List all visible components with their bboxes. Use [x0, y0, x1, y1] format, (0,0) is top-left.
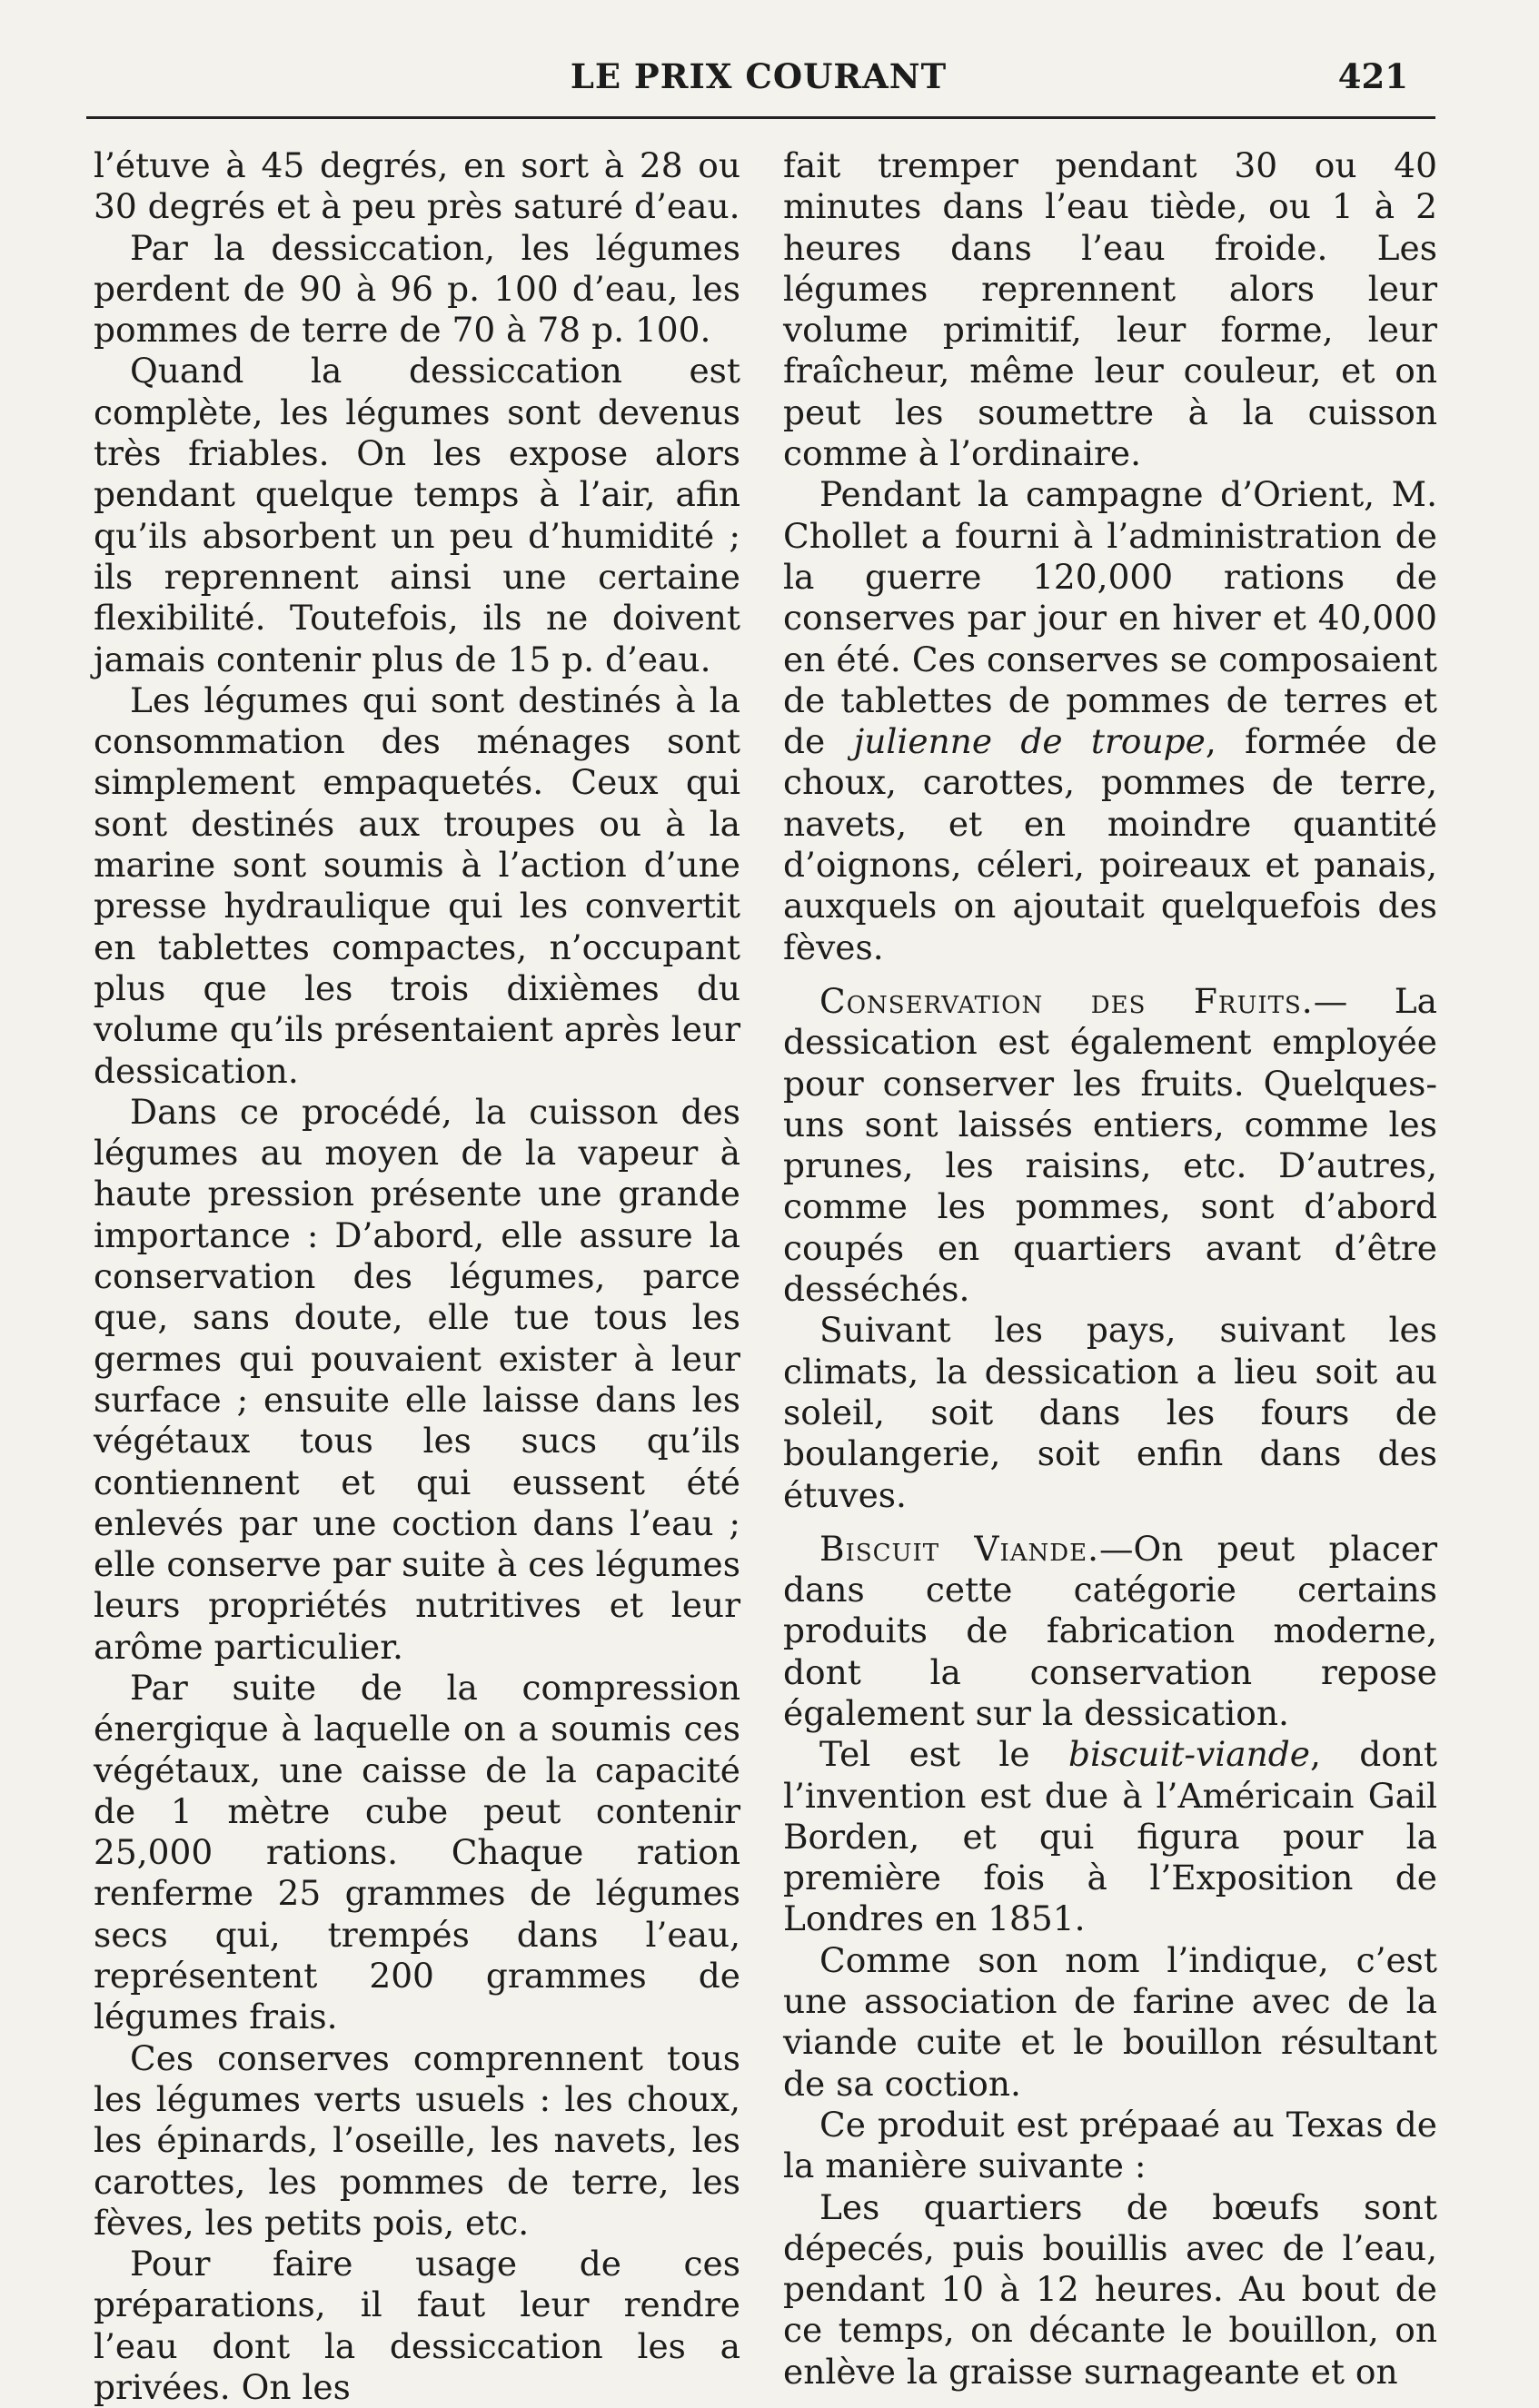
- right-column: [783, 145, 1437, 2393]
- paragraph: Dans ce procédé, la cuisson des légumes au moyen de la vapeur à haute pression présente une grande importance : D’abord, elle assure la conservation des légumes, parce que, sans doute, elle tue tous les germes qui pouvaient exister à leur surface ; ensuite elle laisse dans les végétaux tous les sucs qu’ils contiennent et qui eussent été enlevés par une coction dans l’eau ; elle conserve par suite à ces légumes leurs propriétés nutritives et leur arôme particulier.: [94, 1091, 740, 1667]
- paragraph: [783, 981, 1437, 1310]
- left-column: [94, 145, 740, 2408]
- paragraph: Par suite de la compression énergique à laquelle on a soumis ces végétaux, une caisse de la capacité de 1 mètre cube peut contenir 25,000 rations. Chaque ration renferme 25 grammes de légumes secs qui, trempés dans l’eau, représentent 200 grammes de légumes frais.: [94, 1667, 740, 2037]
- paragraph: Comme son nom l’indique, c’est une association de farine avec de la viande cuite et le bouillon résultant de sa coction.: [783, 1939, 1437, 2104]
- italic-term: biscuit-viande: [1067, 1734, 1310, 1775]
- paragraph-text: , formée de choux, carottes, pommes de terre, navets, et en moindre quantité d’oignons, céleri, poireaux et panais, auxquels on ajoutait quelquefois des fèves.: [783, 721, 1437, 967]
- paragraph: Ce produit est prépaaé au Texas de la manière suivante :: [783, 2104, 1437, 2186]
- paragraph-text: Tel est le: [819, 1734, 1030, 1775]
- paragraph: Quand la dessiccation est complète, les légumes sont devenus très friables. On les expose alors pendant quelque temps à l’air, afin qu’ils absorbent un peu d’humidité ; ils reprennent ainsi une certaine flexibilité. Toutefois, ils ne doivent jamais contenir plus de 15 p. d’eau.: [94, 351, 740, 679]
- paragraph-text: — La dessication est également employée pour conserver les fruits. Quelques-uns sont laissés entiers, comme les prunes, les raisins, etc. D’autres, comme les pommes, sont d’abord coupés en quartiers avant d’être desséchés.: [783, 980, 1437, 1310]
- paragraph: Par la dessiccation, les légumes perdent de 90 à 96 p. 100 d’eau, les pommes de terre de 70 à 78 p. 100.: [94, 227, 740, 351]
- section-heading: Conservation des Fruits.: [819, 980, 1314, 1021]
- paragraph-text: , dont l’invention est due à l’Américain Gail Borden, et qui figura pour la première fois à l’Exposition de Londres en 1851.: [783, 1734, 1437, 1939]
- paragraph: [783, 1529, 1437, 1734]
- running-title: LE PRIX COURANT: [570, 56, 948, 96]
- paragraph: Les quartiers de bœufs sont dépecés, puis bouillis avec de l’eau, pendant 10 à 12 heures. Au bout de ce temps, on décante le bouillon, on enlève la graisse surnageante et on: [783, 2186, 1437, 2392]
- paragraph: fait tremper pendant 30 ou 40 minutes dans l’eau tiède, ou 1 à 2 heures dans l’eau froide. Les légumes reprennent alors leur volume primitif, leur forme, leur fraîcheur, même leur couleur, et on peut les soumettre à la cuisson comme à l’ordinaire.: [783, 145, 1437, 474]
- italic-term: julienne de troupe: [853, 721, 1206, 762]
- paragraph: l’étuve à 45 degrés, en sort à 28 ou 30 degrés et à peu près saturé d’eau.: [94, 145, 740, 227]
- paragraph: Pour faire usage de ces préparations, il faut leur rendre l’eau dont la dessiccation les a privées. On les: [94, 2244, 740, 2408]
- page-number: 421: [1337, 56, 1408, 96]
- paragraph: [783, 474, 1437, 968]
- paragraph-text: Pendant la campagne d’Orient, M. Chollet a fourni à l’administration de la guerre 120,000 rations de conserves par jour en hiver et 40,000 en été. Ces conserves se composaient de tablettes de pommes de terres et de: [783, 474, 1437, 762]
- section-heading: Biscuit Viande.: [819, 1528, 1100, 1569]
- header-rule: [86, 116, 1435, 119]
- page-header: [86, 56, 1431, 111]
- paragraph: Les légumes qui sont destinés à la consommation des ménages sont simplement empaquetés. Ceux qui sont destinés aux troupes ou à la marine sont soumis à l’action d’une presse hydraulique qui les convertit en tablettes compactes, n’occupant plus que les trois dixièmes du volume qu’ils présentaient après leur dessication.: [94, 679, 740, 1091]
- paragraph-text: —On peut placer dans cette catégorie certains produits de fabrication moderne, dont la conservation repose également sur la dessication.: [783, 1528, 1437, 1733]
- paragraph: Ces conserves comprennent tous les légumes verts usuels : les choux, les épinards, l’oseille, les navets, les carottes, les pommes de terre, les fèves, les petits pois, etc.: [94, 2037, 740, 2243]
- paragraph: [783, 1734, 1437, 1939]
- paragraph: Suivant les pays, suivant les climats, la dessication a lieu soit au soleil, soit dans les fours de boulangerie, soit enfin dans des étuves.: [783, 1310, 1437, 1515]
